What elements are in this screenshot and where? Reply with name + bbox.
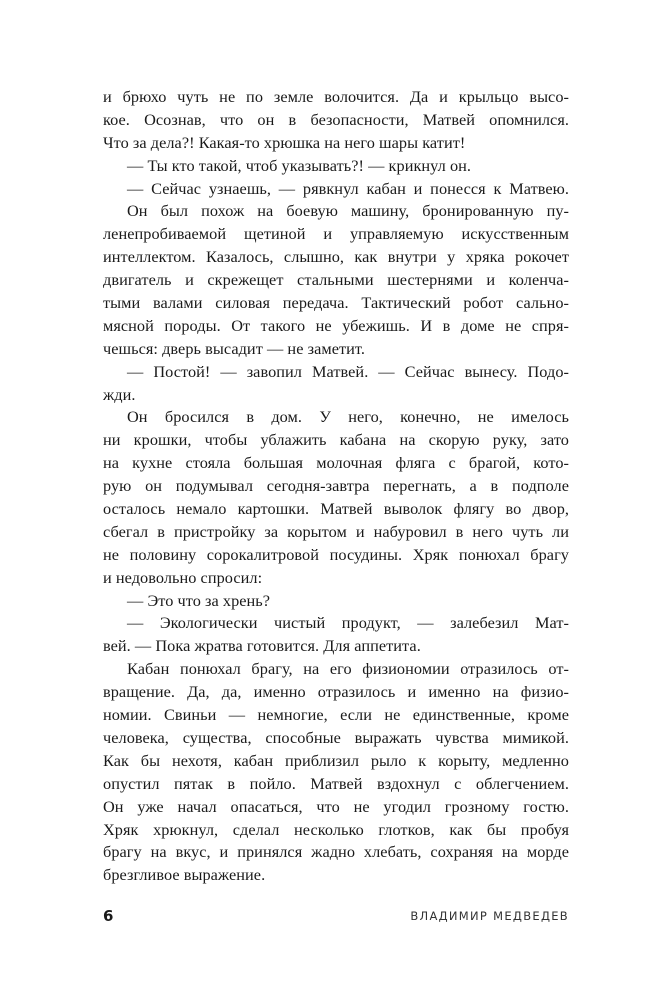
text-line: Как бы нехотя, кабан приблизил рыло к корыту, медленно [103,750,569,770]
text-line: — Ты кто такой, чтоб указывать?! — крикнул он. [127,155,472,175]
text-line: Кабан понюхал брагу, на его физиономии отразилось от- [127,659,569,679]
text-line: сбегал в пристройку за корытом и набуровил в него чуть ли [103,521,569,541]
text-line: чешься: дверь высадит — не заметит. [103,338,365,358]
text-line: брезгливое выражение. [103,865,266,885]
text-line: рую он подумывал сегодня-завтра перегнать, а в подполе [103,476,569,496]
text-line: кое. Осознав, что он в безопасности, Матвей опомнился. [103,109,569,129]
running-head-author: ВЛАДИМИР МЕДВЕДЕВ [410,909,569,923]
text-line: мясной породы. От такого не убежишь. И в доме не спря- [103,315,569,335]
text-line: — Это что за хрень? [127,590,271,610]
text-line: ни крошки, чтобы ублажить кабана на скорую руку, зато [103,430,569,450]
text-line: на кухне стояла большая молочная фляга с брагой, кото- [103,453,569,473]
text-line: человека, существа, способные выражать чувства мимикой. [103,727,569,747]
text-line: не половину сорокалитровой посудины. Хряк понюхал брагу [103,544,569,564]
text-line: Хряк хрюкнул, сделал несколько глотков, как бы пробуя [103,819,569,839]
text-line: Он уже начал опасаться, что не угодил грозному гостю. [103,796,569,816]
text-line: вращение. Да, да, именно отразилось и именно на физио- [103,682,569,702]
text-line: Он был похож на боевую машину, бронированную пу- [127,201,569,221]
page-footer [103,907,569,929]
text-line: тыми валами силовая передача. Тактический робот сально- [103,293,569,313]
text-line: и брюхо чуть не по земле волочится. Да и крыльцо высо- [103,87,569,106]
text-line: номии. Свиньи — немногие, если не единственные, кроме [103,705,569,725]
text-line: осталось немало картошки. Матвей выволок флягу во двор, [103,499,569,519]
text-line: двигатель и скрежещет стальными шестернями и коленча- [103,270,569,290]
text-line: Что за дела?! Какая-то хрюшка на него шары катит! [103,132,466,152]
text-line: Он бросился в дом. У него, конечно, не имелось [127,407,569,427]
page-number: 6 [103,907,114,925]
text-line: интеллектом. Казалось, слышно, как внутри у хряка рокочет [103,247,569,267]
text-line: — Экологически чистый продукт, — залебезил Мат- [127,613,569,633]
text-line: — Сейчас узнаешь, — рявкнул кабан и понесся к Матвею. [127,178,569,198]
text-line: жди. [103,384,136,404]
text-line: — Постой! — завопил Матвей. — Сейчас вынесу. Подо- [127,361,569,381]
text-line: и недовольно спросил: [103,567,263,587]
text-line: вей. — Пока жратва готовится. Для аппетита. [103,636,421,656]
body-text [103,86,569,887]
text-line: опустил пятак в пойло. Матвей вздохнул с облегчением. [103,773,569,793]
text-line: ленепробиваемой щетиной и управляемую искусственным [103,224,569,244]
text-line: брагу на вкус, и принялся жадно хлебать, сохраняя на морде [103,842,569,862]
